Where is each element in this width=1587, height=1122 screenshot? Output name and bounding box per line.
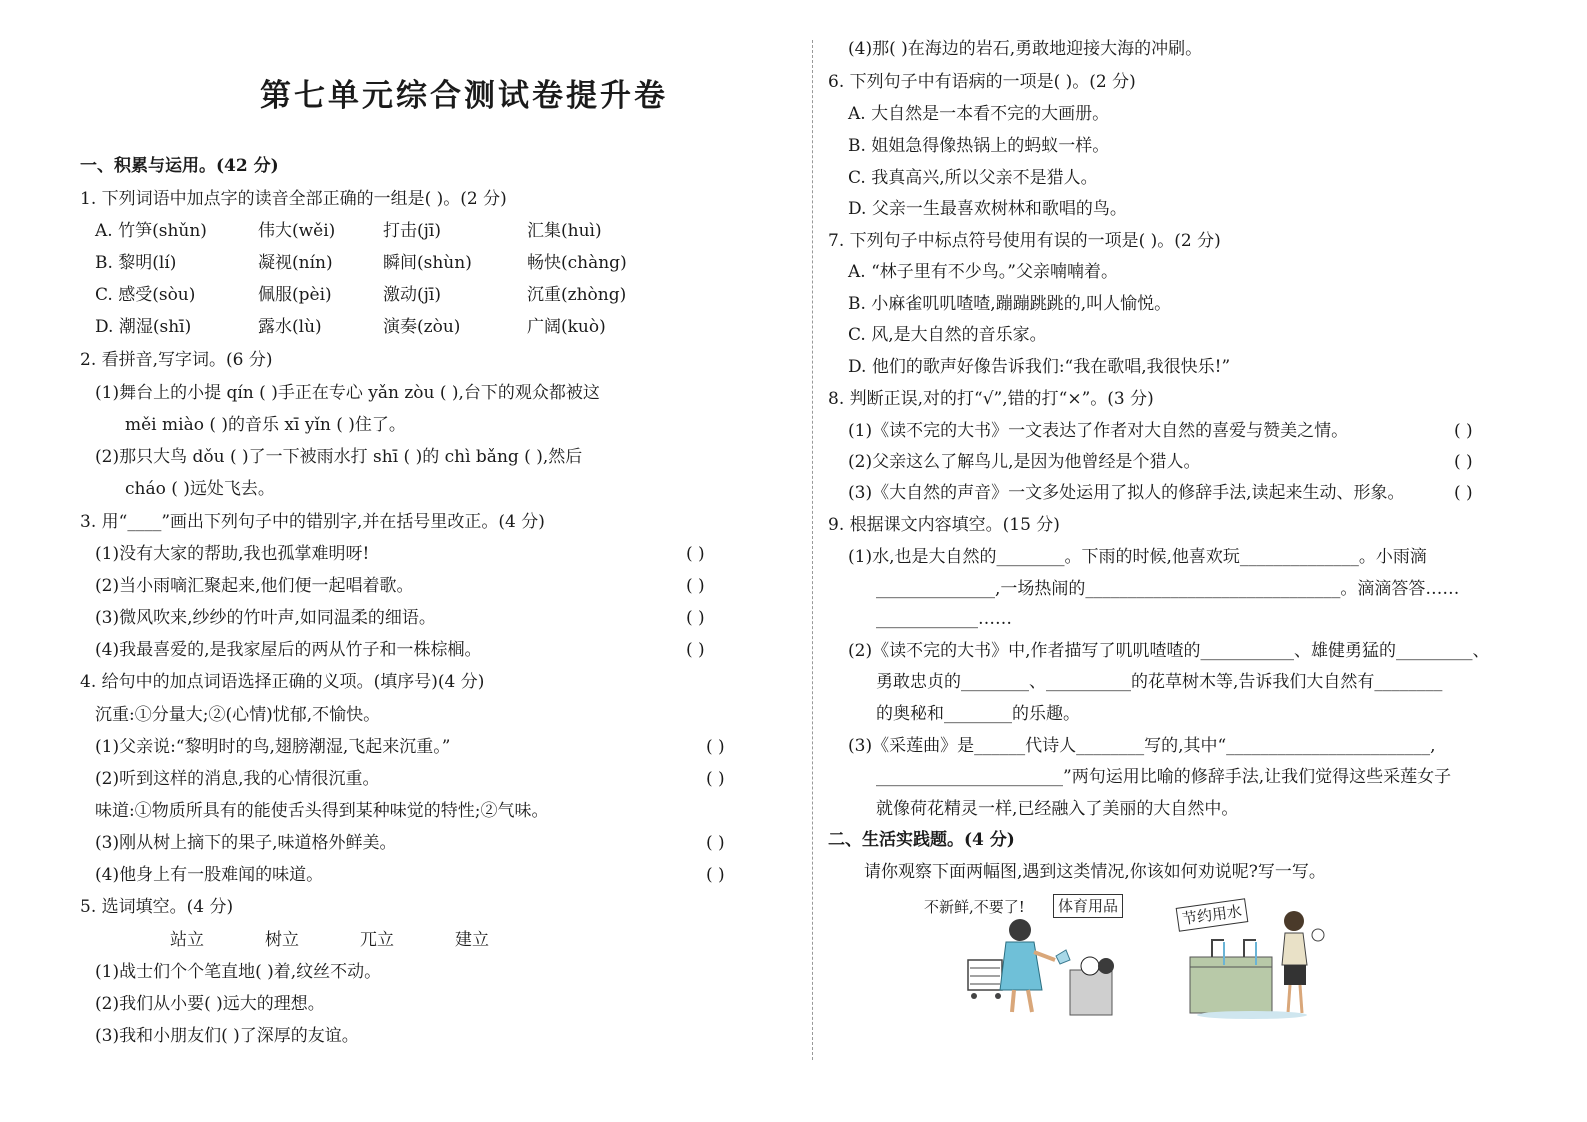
q4-item-3: (3)刚从树上摘下的果子,味道格外鲜美。 [95, 833, 397, 853]
q5-item-3: (3)我和小朋友们( )了深厚的友谊。 [95, 1026, 359, 1046]
q4-answer-4[interactable]: ( ) [706, 865, 725, 885]
q1-c1: C. 感受(sòu) [95, 285, 196, 305]
q6-stem: 6. 下列句子中有语病的一项是( )。(2 分) [828, 72, 1136, 92]
q1-a1: A. 竹笋(shǔn) [95, 221, 207, 241]
q8-item-3: (3)《大自然的声音》一文多处运用了拟人的修辞手法,读起来生动、形象。 [848, 483, 1405, 503]
q3-stem: 3. 用“____”画出下列句子中的错别字,并在括号里改正。(4 分) [80, 512, 545, 532]
q9-line-3: ____________…… [876, 609, 1012, 629]
q1-a3: 打击(jī) [383, 221, 441, 241]
shopper-drawing [920, 890, 1120, 1020]
q9-line-6: 的奥秘和________的乐趣。 [876, 704, 1080, 724]
illustration-shopper [920, 890, 1120, 1020]
q3-item-1: (1)没有大家的帮助,我也孤掌难明呀! [95, 544, 370, 564]
water-tap-drawing [1172, 895, 1332, 1020]
part2-prompt: 请你观察下面两幅图,遇到这类情况,你该如何劝说呢?写一写。 [864, 862, 1326, 882]
q3-answer-4[interactable]: ( ) [686, 640, 705, 660]
q1-b1: B. 黎明(lí) [95, 253, 177, 273]
q9-stem: 9. 根据课文内容填空。(15 分) [828, 515, 1060, 535]
q3-answer-2[interactable]: ( ) [686, 576, 705, 596]
q8-item-2: (2)父亲这么了解鸟儿,是因为他曾经是个猎人。 [848, 452, 1201, 472]
q2-line-4: cháo ( )远处飞去。 [125, 479, 275, 499]
q5-item-4: (4)那( )在海边的岩石,勇敢地迎接大海的冲刷。 [848, 39, 1203, 59]
q1-b2: 凝视(nín) [258, 253, 333, 273]
q3-item-3: (3)微风吹来,纱纱的竹叶声,如同温柔的细语。 [95, 608, 436, 628]
q5-word-3: 兀立 [360, 930, 394, 950]
q3-answer-1[interactable]: ( ) [686, 544, 705, 564]
q5-stem: 5. 选词填空。(4 分) [80, 897, 234, 917]
q1-b3: 瞬间(shùn) [383, 253, 472, 273]
q8-answer-3[interactable]: ( ) [1454, 483, 1473, 503]
q5-item-2: (2)我们从小要( )远大的理想。 [95, 994, 325, 1014]
q7-option-c: C. 风,是大自然的音乐家。 [848, 325, 1047, 345]
q6-option-c: C. 我真高兴,所以父亲不是猎人。 [848, 168, 1098, 188]
section-heading-1: 一、积累与运用。(42 分) [80, 156, 279, 176]
q8-item-1: (1)《读不完的大书》一文表达了作者对大自然的喜爱与赞美之情。 [848, 421, 1349, 441]
q9-line-8: ______________________”两句运用比喻的修辞手法,让我们觉得这些采莲女子 [876, 767, 1452, 787]
q1-b4: 畅快(chàng) [527, 253, 627, 273]
column-divider [812, 40, 813, 1060]
q2-line-2: měi miào ( )的音乐 xī yǐn ( )住了。 [125, 415, 406, 435]
q4-item-1: (1)父亲说:“黎明时的鸟,翅膀潮湿,飞起来沉重。” [95, 737, 451, 757]
q1-c2: 佩服(pèi) [258, 285, 332, 305]
q9-line-9: 就像荷花精灵一样,已经融入了美丽的大自然中。 [876, 799, 1239, 819]
q1-c4: 沉重(zhòng) [527, 285, 627, 305]
q2-stem: 2. 看拼音,写字词。(6 分) [80, 350, 273, 370]
q1-d4: 广阔(kuò) [527, 317, 606, 337]
save-water-sign: 节约用水 [1176, 898, 1249, 932]
q1-d3: 演奏(zòu) [383, 317, 461, 337]
q8-answer-2[interactable]: ( ) [1454, 452, 1473, 472]
speech-bubble-text: 不新鲜,不要了! [924, 898, 1025, 916]
q1-a4: 汇集(huì) [527, 221, 602, 241]
q9-line-1: (1)水,也是大自然的________。下雨的时候,他喜欢玩______________。小雨滴 [848, 547, 1427, 567]
q5-word-1: 站立 [170, 930, 204, 950]
q4-def-1: 沉重:①分量大;②(心情)忧郁,不愉快。 [95, 705, 381, 725]
q4-item-2: (2)听到这样的消息,我的心情很沉重。 [95, 769, 380, 789]
q1-stem: 1. 下列词语中加点字的读音全部正确的一组是( )。(2 分) [80, 189, 507, 209]
q6-option-d: D. 父亲一生最喜欢树林和歌唱的鸟。 [848, 199, 1127, 219]
q9-line-5: 勇敢忠贞的________、__________的花草树木等,告诉我们大自然有________ [876, 672, 1443, 692]
q8-stem: 8. 判断正误,对的打“√”,错的打“×”。(3 分) [828, 389, 1154, 409]
q6-option-b: B. 姐姐急得像热锅上的蚂蚁一样。 [848, 136, 1110, 156]
sports-goods-sign: 体育用品 [1053, 894, 1123, 918]
q7-option-b: B. 小麻雀叽叽喳喳,蹦蹦跳跳的,叫人愉悦。 [848, 294, 1172, 314]
q2-line-1: (1)舞台上的小提 qín ( )手正在专心 yǎn zòu ( ),台下的观众都被这 [95, 383, 600, 403]
q4-def-2: 味道:①物质所具有的能使舌头得到某种味觉的特性;②气味。 [95, 801, 549, 821]
q4-answer-1[interactable]: ( ) [706, 737, 725, 757]
q5-word-4: 建立 [455, 930, 489, 950]
q7-option-d: D. 他们的歌声好像告诉我们:“我在歌唱,我很快乐!” [848, 357, 1231, 377]
q3-item-4: (4)我最喜爱的,是我家屋后的两从竹子和一株棕榈。 [95, 640, 482, 660]
q9-line-2: ______________,一场热闹的______________________________。滴滴答答…… [876, 579, 1460, 599]
q9-line-4: (2)《读不完的大书》中,作者描写了叽叽喳喳的___________、雄健勇猛的_________、 [848, 641, 1490, 661]
illustration-water-tap [1172, 895, 1332, 1020]
q1-d1: D. 潮湿(shī) [95, 317, 192, 337]
q7-stem: 7. 下列句子中标点符号使用有误的一项是( )。(2 分) [828, 231, 1221, 251]
q7-option-a: A. “林子里有不少鸟。”父亲喃喃着。 [848, 262, 1118, 282]
q8-answer-1[interactable]: ( ) [1454, 421, 1473, 441]
q4-item-4: (4)他身上有一股难闻的味道。 [95, 865, 324, 885]
q1-c3: 激动(jī) [383, 285, 441, 305]
section-heading-2: 二、生活实践题。(4 分) [828, 830, 1015, 850]
page-title: 第七单元综合测试卷提升卷 [260, 78, 668, 114]
q4-stem: 4. 给句中的加点词语选择正确的义项。(填序号)(4 分) [80, 672, 485, 692]
q4-answer-3[interactable]: ( ) [706, 833, 725, 853]
q1-d2: 露水(lù) [258, 317, 322, 337]
q3-item-2: (2)当小雨嘀汇聚起来,他们便一起唱着歌。 [95, 576, 414, 596]
q9-line-7: (3)《采莲曲》是______代诗人________写的,其中“________________________, [848, 736, 1436, 756]
q6-option-a: A. 大自然是一本看不完的大画册。 [848, 104, 1110, 124]
q5-item-1: (1)战士们个个笔直地( )着,纹丝不动。 [95, 962, 382, 982]
q1-a2: 伟大(wěi) [258, 221, 336, 241]
q4-answer-2[interactable]: ( ) [706, 769, 725, 789]
q2-line-3: (2)那只大鸟 dǒu ( )了一下被雨水打 shī ( )的 chì bǎng ( ),然后 [95, 447, 583, 467]
q5-word-2: 树立 [265, 930, 299, 950]
q3-answer-3[interactable]: ( ) [686, 608, 705, 628]
